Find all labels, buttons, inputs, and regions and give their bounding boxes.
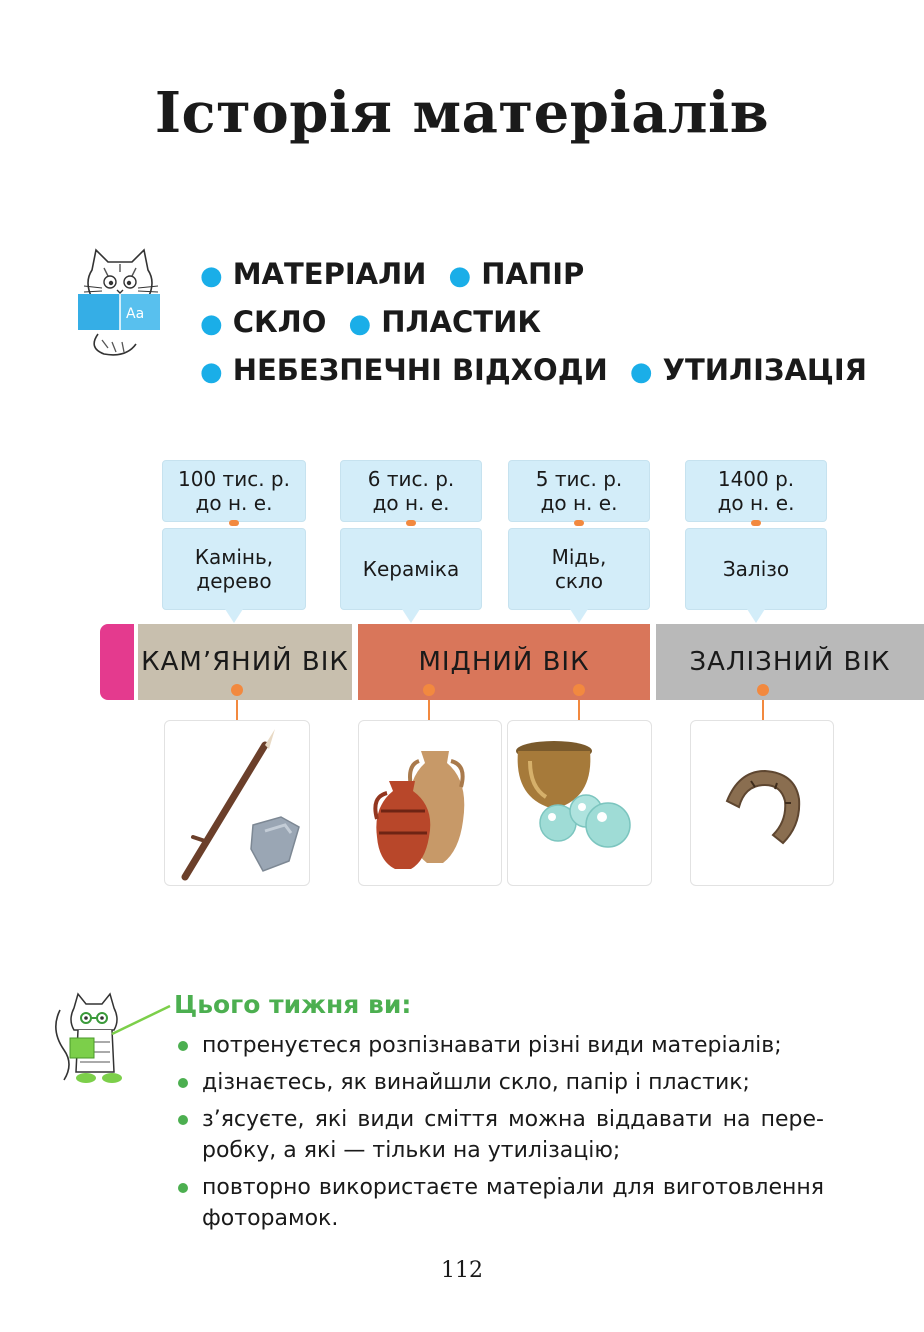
iron-card xyxy=(690,720,834,886)
keyword: ПЛАСТИК xyxy=(381,305,542,339)
keyword: ПАПІР xyxy=(481,257,585,291)
stone-tools-card xyxy=(164,720,310,886)
date-text: 6 тис. р. до н. е. xyxy=(367,467,455,515)
list-item: повторно використаєте матеріали для виготовлення фоторамок. xyxy=(174,1172,824,1234)
age-band-iron xyxy=(656,624,924,700)
keywords-list xyxy=(200,254,879,398)
timeline-start-marker xyxy=(100,624,134,700)
horseshoe-image xyxy=(691,721,834,886)
bullet-dot: ● xyxy=(200,309,223,339)
keyword: МАТЕРІАЛИ xyxy=(232,257,427,291)
amphora-image xyxy=(359,721,502,886)
age-label: КАМ’ЯНИЙ ВІК xyxy=(141,647,349,677)
timeline-dot xyxy=(757,684,769,696)
keywords-line xyxy=(200,350,879,398)
timeline-dot xyxy=(573,684,585,696)
material-bubble xyxy=(508,528,650,610)
bubble-pointer xyxy=(225,609,243,623)
material-text: Мідь, скло xyxy=(551,545,607,593)
connector-dot xyxy=(406,520,416,526)
copper-pot-and-glass-image xyxy=(508,721,652,886)
list-item: потренуєтеся розпізнавати різні види матеріалів; xyxy=(174,1030,824,1061)
week-goals-title: Цього тижня ви: xyxy=(174,990,412,1019)
connector-line xyxy=(428,700,430,722)
book-label: Aa xyxy=(126,306,145,322)
keyword: УТИЛІЗАЦІЯ xyxy=(662,353,867,387)
connector-dot xyxy=(574,520,584,526)
date-text: 100 тис. р. до н. е. xyxy=(178,467,290,515)
bubble-pointer xyxy=(747,609,765,623)
ceramics-card xyxy=(358,720,502,886)
reading-cat-illustration xyxy=(74,248,166,358)
keywords-line xyxy=(200,254,879,302)
material-text: Камінь, дерево xyxy=(194,545,274,593)
connector-dot xyxy=(229,520,239,526)
material-bubble xyxy=(685,528,827,610)
bullet-dot: ● xyxy=(348,309,372,339)
copper-glass-card xyxy=(507,720,652,886)
bullet-dot: ● xyxy=(200,261,223,291)
age-label: ЗАЛІЗНИЙ ВІК xyxy=(689,647,891,677)
age-label: МІДНИЙ ВІК xyxy=(418,647,590,677)
bullet-dot: ● xyxy=(629,357,653,387)
bullet-dot: ● xyxy=(448,261,472,291)
age-band-copper xyxy=(358,624,650,700)
keywords-line xyxy=(200,302,879,350)
teacher-cat-illustration xyxy=(50,990,180,1090)
material-bubble xyxy=(162,528,306,610)
material-text: Кераміка xyxy=(362,557,460,581)
connector-line xyxy=(236,700,238,722)
week-goals-list xyxy=(174,1030,824,1240)
page-title: Історія матеріалів xyxy=(154,80,770,146)
bubble-pointer xyxy=(402,609,420,623)
material-text: Залізо xyxy=(722,557,790,581)
date-bubble xyxy=(685,460,827,522)
page-number: 112 xyxy=(441,1258,483,1283)
timeline-dot xyxy=(423,684,435,696)
date-bubble xyxy=(340,460,482,522)
keyword: СКЛО xyxy=(232,305,327,339)
bullet-dot: ● xyxy=(200,357,223,387)
connector-dot xyxy=(751,520,761,526)
date-text: 1400 р. до н. е. xyxy=(717,467,795,515)
date-text: 5 тис. р. до н. е. xyxy=(535,467,623,515)
keyword: НЕБЕЗПЕЧНІ ВІДХОДИ xyxy=(232,353,608,387)
bubble-pointer xyxy=(570,609,588,623)
connector-line xyxy=(762,700,764,722)
material-bubble xyxy=(340,528,482,610)
age-band-stone xyxy=(138,624,352,700)
timeline-dot xyxy=(231,684,243,696)
connector-line xyxy=(578,700,580,722)
list-item: дізнаєтесь, як винайшли скло, папір і пластик; xyxy=(174,1067,824,1098)
stick-and-stone-image xyxy=(165,721,310,886)
date-bubble xyxy=(162,460,306,522)
list-item: з’ясуєте, які види сміття можна віддавати на переробку, а які — тільки на утилізацію; xyxy=(174,1104,824,1166)
date-bubble xyxy=(508,460,650,522)
